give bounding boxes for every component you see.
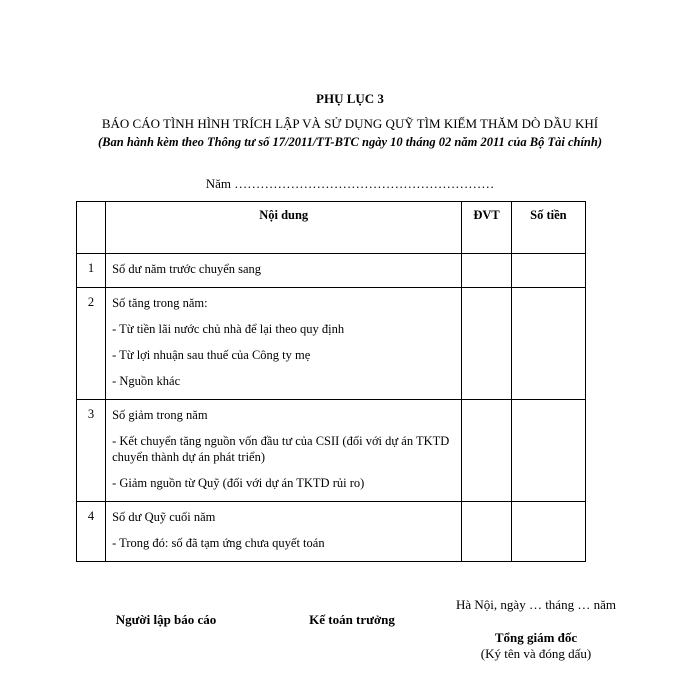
header-unit: ĐVT (462, 202, 511, 254)
year-line: Năm …………………………………………………… (205, 176, 495, 191)
row-amount-cell (511, 400, 585, 502)
row-unit-cell (462, 288, 511, 400)
row-line: Số dư năm trước chuyển sang (112, 262, 262, 276)
row-amount-cell (511, 288, 585, 400)
row-number: 4 (77, 502, 106, 562)
table-row (77, 288, 586, 400)
director-signature-note: (Ký tên và đóng dấu) (480, 646, 592, 661)
header-no (77, 202, 106, 254)
row-unit-cell (462, 400, 511, 502)
header-amount: Số tiền (511, 202, 585, 254)
row-content (106, 400, 462, 502)
row-line: - Từ tiền lãi nước chủ nhà để lại theo quy định (112, 322, 345, 336)
table-row (77, 400, 586, 502)
row-line: Số dư Quỹ cuối năm (112, 510, 216, 524)
appendix-heading: PHỤ LỤC 3 (316, 91, 384, 106)
row-content (106, 288, 462, 400)
row-number: 3 (77, 400, 106, 502)
row-number: 1 (77, 254, 106, 288)
row-unit-cell (462, 254, 511, 288)
report-table (76, 201, 586, 562)
place-date-line: Hà Nội, ngày … tháng … năm (456, 597, 616, 612)
preparer-signature-label: Người lập báo cáo (115, 612, 217, 627)
row-line: - Kết chuyển tăng nguồn vốn đầu tư của CSII (đối với dự án TKTD chuyển thành dự án phát triển) (112, 434, 450, 464)
table-row (77, 502, 586, 562)
row-line: - Trong đó: số đã tạm ứng chưa quyết toán (112, 536, 325, 550)
table-header-row (77, 202, 586, 254)
row-line: Số tăng trong năm: (112, 296, 208, 310)
row-line: Số giảm trong năm (112, 408, 208, 422)
director-signature-label: Tổng giám đốc (494, 630, 578, 645)
row-line: - Giảm nguồn từ Quỹ (đối với dự án TKTD rủi ro) (112, 476, 365, 490)
table-row (77, 254, 586, 288)
row-content (106, 502, 462, 562)
header-content: Nội dung (106, 202, 462, 254)
row-amount-cell (511, 502, 585, 562)
report-title: BÁO CÁO TÌNH HÌNH TRÍCH LẬP VÀ SỬ DỤNG QUỸ TÌM KIẾM THĂM DÒ DẦU KHÍ (101, 116, 599, 131)
row-line: - Nguồn khác (112, 374, 181, 388)
report-subtitle: (Ban hành kèm theo Thông tư số 17/2011/TT-BTC ngày 10 tháng 02 năm 2011 của Bộ Tài chính) (98, 135, 602, 149)
chief-accountant-signature-label: Kế toán trưởng (309, 612, 395, 627)
row-line: - Từ lợi nhuận sau thuế của Công ty mẹ (112, 348, 311, 362)
row-content (106, 254, 462, 288)
row-amount-cell (511, 254, 585, 288)
row-number: 2 (77, 288, 106, 400)
row-unit-cell (462, 502, 511, 562)
